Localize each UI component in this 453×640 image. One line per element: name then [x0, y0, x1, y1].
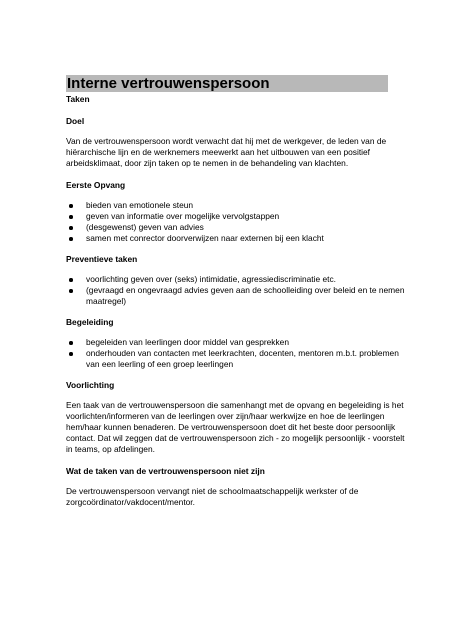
section-heading: Voorlichting	[66, 380, 115, 390]
section-heading: Doel	[66, 116, 85, 126]
section-heading: Preventieve taken	[66, 254, 138, 264]
document-body	[66, 94, 406, 519]
page-subtitle: Taken	[66, 94, 90, 104]
section-paragraph: Van de vertrouwenspersoon wordt verwacht dat hij met de werkgever, de leden van de hiërarchische lijn en de werknemers meewerkt aan het uitbouwen van een positief arbeidsklimaat, door zijn taken op te nemen in de behandeling van klachten.	[66, 136, 387, 168]
section-paragraph: De vertrouwenspersoon vervangt niet de schoolmaatschappelijk werkster of de zorgcoördinator/vakdocent/mentor.	[66, 486, 359, 507]
list-item: (gevraagd en ongevraagd advies geven aan de schoolleiding over beleid en te nemen maatregel)	[66, 285, 406, 307]
section-heading: Begeleiding	[66, 317, 114, 327]
bullet-list	[66, 200, 406, 244]
list-item: (desgewenst) geven van advies	[66, 222, 406, 233]
section-doel	[66, 116, 406, 169]
section-begeleiding	[66, 317, 406, 370]
section-heading: Wat de taken van de vertrouwenspersoon niet zijn	[66, 466, 265, 476]
bullet-list	[66, 274, 406, 307]
page-title: Interne vertrouwenspersoon	[66, 75, 388, 92]
section-heading: Eerste Opvang	[66, 180, 126, 190]
list-item: bieden van emotionele steun	[66, 200, 406, 211]
list-item: samen met conrector doorverwijzen naar externen bij een klacht	[66, 233, 406, 244]
list-item: voorlichting geven over (seks) intimidatie, agressiediscriminatie etc.	[66, 274, 406, 285]
list-item: geven van informatie over mogelijke vervolgstappen	[66, 211, 406, 222]
section-paragraph: Een taak van de vertrouwenspersoon die samenhangt met de opvang en begeleiding is het voorlichten/informeren van de leerlingen over zijn/haar werkwijze en hoe de leerlingen hem/haar kunnen benaderen. De vertrouwenspersoon doet dit het beste door persoonlijk contact. Dat wil zeggen dat de vertrouwenspersoon zich - zo mogelijk persoonlijk - voorstelt in teams, op afdelingen.	[66, 400, 405, 454]
section-voorlichting	[66, 380, 406, 455]
section-preventieve-taken	[66, 254, 406, 307]
section-eerste-opvang	[66, 180, 406, 244]
bullet-list	[66, 337, 406, 370]
section-niet-taken	[66, 466, 406, 508]
list-item: begeleiden van leerlingen door middel van gesprekken	[66, 337, 406, 348]
list-item: onderhouden van contacten met leerkrachten, docenten, mentoren m.b.t. problemen van een leerling of een groep leerlingen	[66, 348, 406, 370]
